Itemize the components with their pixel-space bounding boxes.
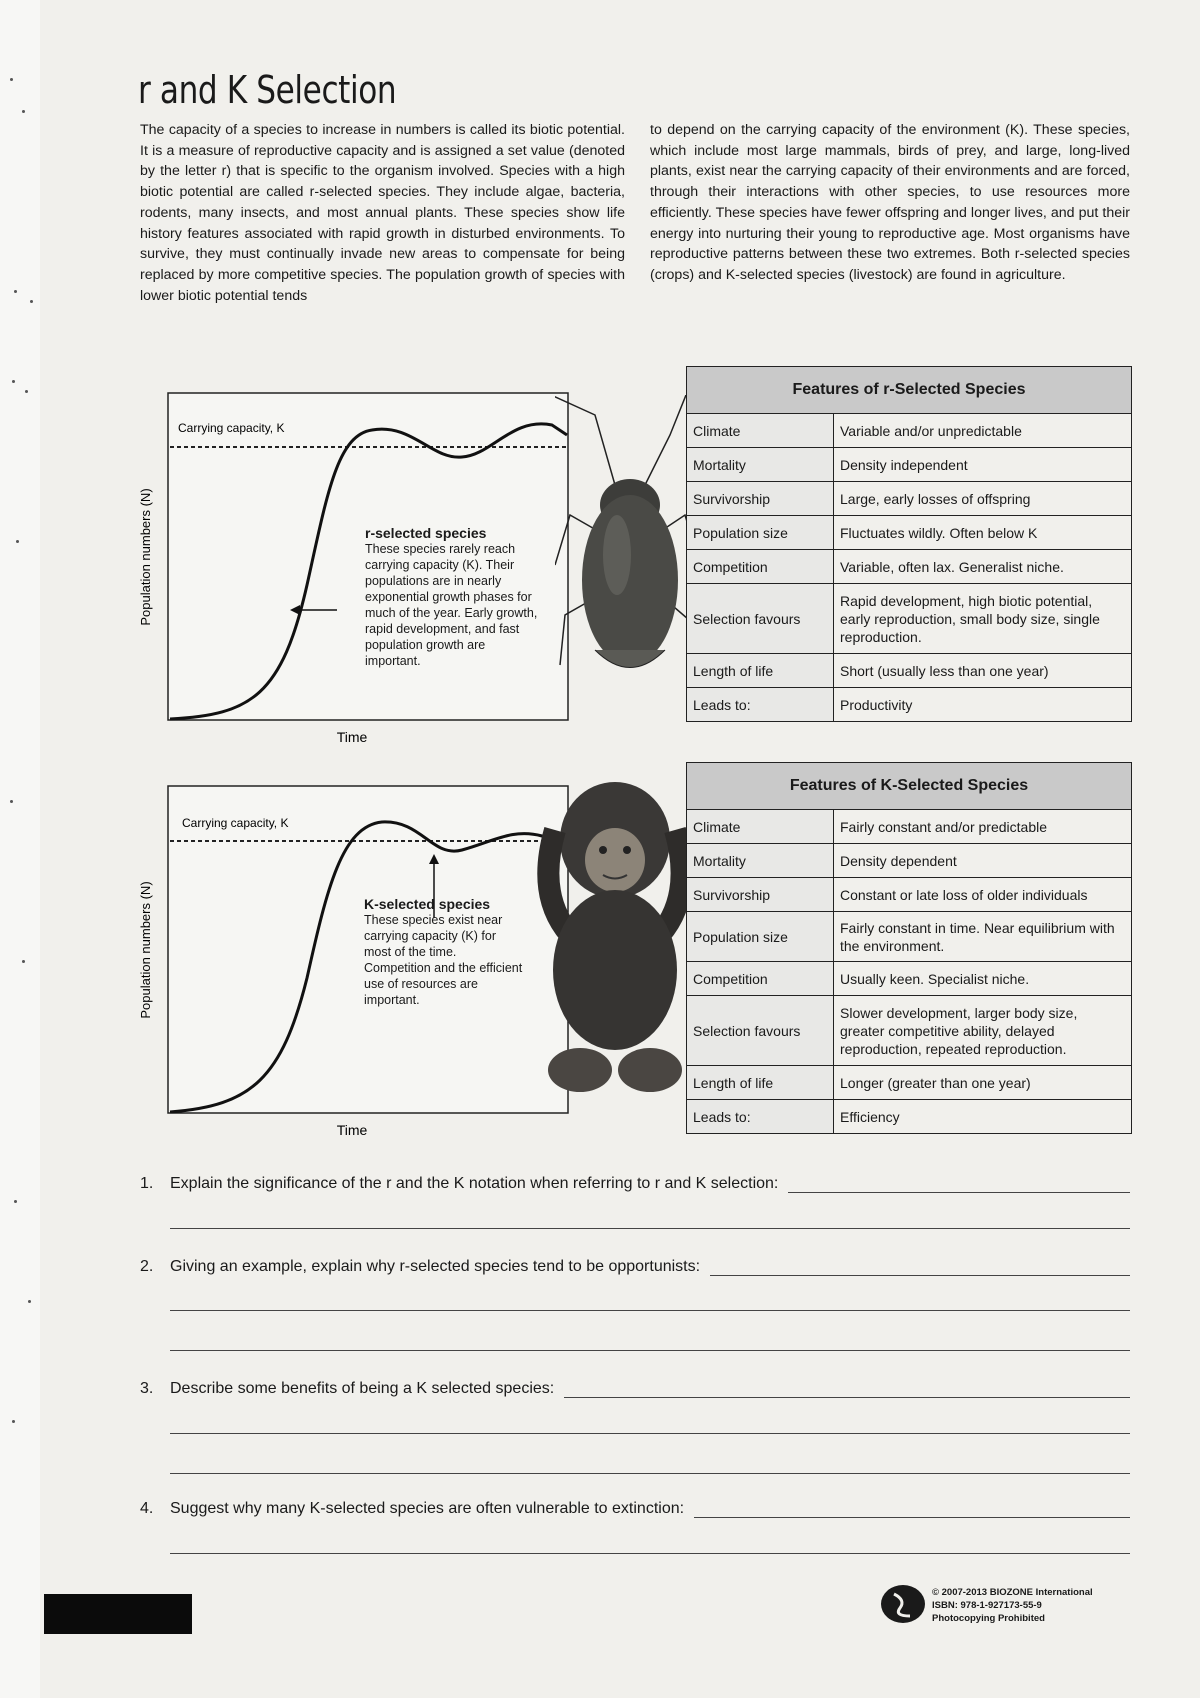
row-label: Population size <box>687 516 834 550</box>
table-row <box>687 810 1132 844</box>
table-row <box>687 482 1132 516</box>
answer-line[interactable] <box>788 1178 1130 1193</box>
question-1 <box>140 1175 1130 1193</box>
annotation-body: These species exist near carrying capacity (K) for most of the time. Competition and the efficient use of resources are important. <box>364 913 523 1007</box>
k-annotation <box>364 896 524 1008</box>
table-title: Features of r-Selected Species <box>687 367 1132 414</box>
row-value: Rapid development, high biotic potential, early reproduction, small body size, single reproduction. <box>834 584 1132 654</box>
answer-line[interactable] <box>170 1553 1130 1554</box>
k-features-table <box>686 762 1132 1134</box>
question-text: Explain the significance of the r and the K notation when referring to r and K selection: <box>170 1175 779 1192</box>
question-text: Suggest why many K-selected species are often vulnerable to extinction: <box>170 1500 685 1517</box>
isbn: ISBN: 978-1-927173-55-9 <box>932 1600 1042 1611</box>
row-value: Efficiency <box>834 1100 1132 1134</box>
table-row <box>687 844 1132 878</box>
row-value: Variable, often lax. Generalist niche. <box>834 550 1132 584</box>
question-number: 1. <box>140 1175 154 1192</box>
row-value: Constant or late loss of older individuals <box>834 878 1132 912</box>
r-features-table <box>686 366 1132 722</box>
row-value: Density dependent <box>834 844 1132 878</box>
row-label: Climate <box>687 414 834 448</box>
row-value: Slower development, larger body size, greater competitive ability, delayed reproduction, repeated reproduction. <box>834 996 1132 1066</box>
answer-line[interactable] <box>710 1261 1130 1276</box>
row-label: Survivorship <box>687 482 834 516</box>
row-value: Productivity <box>834 688 1132 722</box>
chimpanzee-illustration <box>535 780 695 1110</box>
footer-text <box>932 1586 1093 1625</box>
row-label: Selection favours <box>687 584 834 654</box>
footer <box>880 1584 1130 1624</box>
row-value: Longer (greater than one year) <box>834 1066 1132 1100</box>
cap-label: Carrying capacity, K <box>182 816 289 830</box>
x-axis-label: Time <box>336 1122 368 1138</box>
row-value: Short (usually less than one year) <box>834 654 1132 688</box>
row-label: Leads to: <box>687 1100 834 1134</box>
intro-right-column: to depend on the carrying capacity of the environment (K). These species, which include most large mammals, birds of prey, and large, long-lived plants, exist near the carrying capacity of their environments and are forced, through their interactions with other species, to use resources more efficiently. These species have fewer offspring and longer lives, and put their energy into nurturing their young to reproductive age. Most organisms have reproductive patterns between these two extremes. Both r-selected species (crops) and K-selected species (livestock) are found in agriculture. <box>650 122 1130 283</box>
y-axis-label: Population numbers (N) <box>138 881 153 1019</box>
table-row <box>687 1100 1132 1134</box>
annotation-body: These species rarely reach carrying capacity (K). Their populations are in nearly exponential growth phases for much of the year. Early growth, rapid development, and fast population growth are important. <box>365 542 538 668</box>
row-label: Population size <box>687 912 834 962</box>
table-title: Features of K-Selected Species <box>687 763 1132 810</box>
question-number: 3. <box>140 1380 154 1397</box>
table-row <box>687 1066 1132 1100</box>
table-row <box>687 550 1132 584</box>
page-title: r and K Selection <box>138 68 397 112</box>
r-annotation <box>365 525 540 669</box>
table-row <box>687 414 1132 448</box>
page-tab-marker <box>44 1594 192 1634</box>
table-row <box>687 654 1132 688</box>
answer-line[interactable] <box>170 1310 1130 1311</box>
row-value: Variable and/or unpredictable <box>834 414 1132 448</box>
row-label: Length of life <box>687 1066 834 1100</box>
row-label: Mortality <box>687 844 834 878</box>
question-3 <box>140 1380 1130 1398</box>
table-row <box>687 516 1132 550</box>
row-label: Leads to: <box>687 688 834 722</box>
page-edge <box>0 0 40 1698</box>
notice: Photocopying Prohibited <box>932 1613 1045 1624</box>
r-selected-growth-chart <box>132 385 572 745</box>
question-number: 4. <box>140 1500 154 1517</box>
biozone-logo-icon <box>880 1584 926 1624</box>
answer-line[interactable] <box>170 1350 1130 1351</box>
row-label: Length of life <box>687 654 834 688</box>
table-row <box>687 962 1132 996</box>
row-label: Competition <box>687 550 834 584</box>
cap-label: Carrying capacity, K <box>178 421 285 435</box>
row-label: Climate <box>687 810 834 844</box>
table-row <box>687 688 1132 722</box>
row-value: Fairly constant in time. Near equilibrium with the environment. <box>834 912 1132 962</box>
table-row <box>687 878 1132 912</box>
row-value: Usually keen. Specialist niche. <box>834 962 1132 996</box>
table-row <box>687 584 1132 654</box>
answer-line[interactable] <box>170 1473 1130 1474</box>
table-row <box>687 996 1132 1066</box>
question-number: 2. <box>140 1258 154 1275</box>
answer-line[interactable] <box>564 1383 1130 1398</box>
question-text: Describe some benefits of being a K selected species: <box>170 1380 555 1397</box>
annotation-title: K-selected species <box>364 896 491 912</box>
table-row <box>687 448 1132 482</box>
row-value: Fluctuates wildly. Often below K <box>834 516 1132 550</box>
answer-line[interactable] <box>694 1503 1130 1518</box>
row-value: Large, early losses of offspring <box>834 482 1132 516</box>
annotation-title: r-selected species <box>365 525 487 541</box>
k-selected-growth-chart <box>132 778 572 1138</box>
question-2 <box>140 1258 1130 1276</box>
intro-left-column: The capacity of a species to increase in numbers is called its biotic potential. It is a measure of reproductive capacity and is assigned a set value (denoted by the letter r) that is specific to the organism involved. Species with a high biotic potential are called r-selected species. They include algae, bacteria, rodents, many insects, and most annual plants. These species show life history features associated with rapid growth in disturbed environments. To survive, they must continually invade new areas to compensate for being replaced by more competitive species. The population growth of species with lower biotic potential tends <box>140 122 625 304</box>
row-value: Fairly constant and/or predictable <box>834 810 1132 844</box>
row-value: Density independent <box>834 448 1132 482</box>
answer-line[interactable] <box>170 1433 1130 1434</box>
cockroach-illustration <box>555 395 705 695</box>
question-text: Giving an example, explain why r-selected species tend to be opportunists: <box>170 1258 701 1275</box>
row-label: Survivorship <box>687 878 834 912</box>
x-axis-label: Time <box>336 729 368 745</box>
row-label: Selection favours <box>687 996 834 1066</box>
table-row <box>687 912 1132 962</box>
answer-line[interactable] <box>170 1228 1130 1229</box>
copyright: © 2007-2013 BIOZONE International <box>932 1587 1093 1598</box>
row-label: Mortality <box>687 448 834 482</box>
question-4 <box>140 1500 1130 1518</box>
y-axis-label: Population numbers (N) <box>138 488 153 626</box>
row-label: Competition <box>687 962 834 996</box>
